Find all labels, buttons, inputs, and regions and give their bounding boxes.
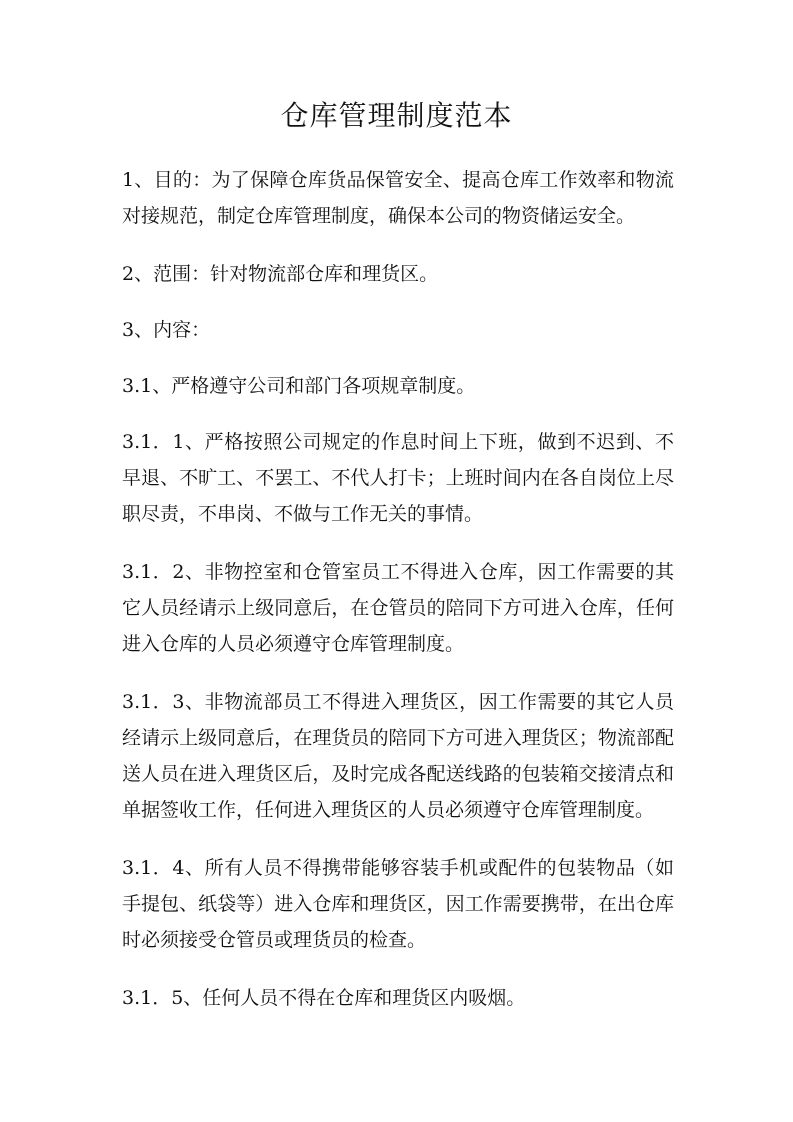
document-title: 仓库管理制度范本 [280,99,513,132]
paragraph-3-1: 3.1、严格遵守公司和部门各项规章制度。 [122,375,476,397]
paragraph-purpose: 1、目的：为了保障仓库货品保管安全、提高仓库工作效率和物流对接规范，制定仓库管理制度，确保本公司的物资储运安全。 [122,169,674,227]
paragraph-3-1-1: 3.1．1、严格按照公司规定的作息时间上下班，做到不迟到、不早退、不旷工、不罢工、不代人打卡；上班时间内在各自岗位上尽职尽责，不串岗、不做与工作无关的事情。 [122,431,674,525]
document-body [122,162,674,1038]
paragraph-3-1-4: 3.1．4、所有人员不得携带能够容装手机或配件的包装物品（如手提包、纸袋等）进入仓库和理货区，因工作需要携带，在出仓库时必须接受仓管员或理货员的检查。 [122,857,674,951]
paragraph-3-1-3: 3.1．3、非物流部员工不得进入理货区，因工作需要的其它人员经请示上级同意后，在理货员的陪同下方可进入理货区；物流部配送人员在进入理货区后，及时完成各配送线路的包装箱交接清点和单据签收工作，任何进入理货区的人员必须遵守仓库管理制度。 [122,691,674,821]
paragraph-3-1-2: 3.1．2、非物控室和仓管室员工不得进入仓库，因工作需要的其它人员经请示上级同意后，在仓管员的陪同下方可进入仓库，任何进入仓库的人员必须遵守仓库管理制度。 [122,561,674,655]
paragraph-scope: 2、范围：针对物流部仓库和理货区。 [122,263,439,285]
paragraph-3-1-5: 3.1．5、任何人员不得在仓库和理货区内吸烟。 [122,987,526,1009]
paragraph-content-heading: 3、内容： [122,319,211,341]
